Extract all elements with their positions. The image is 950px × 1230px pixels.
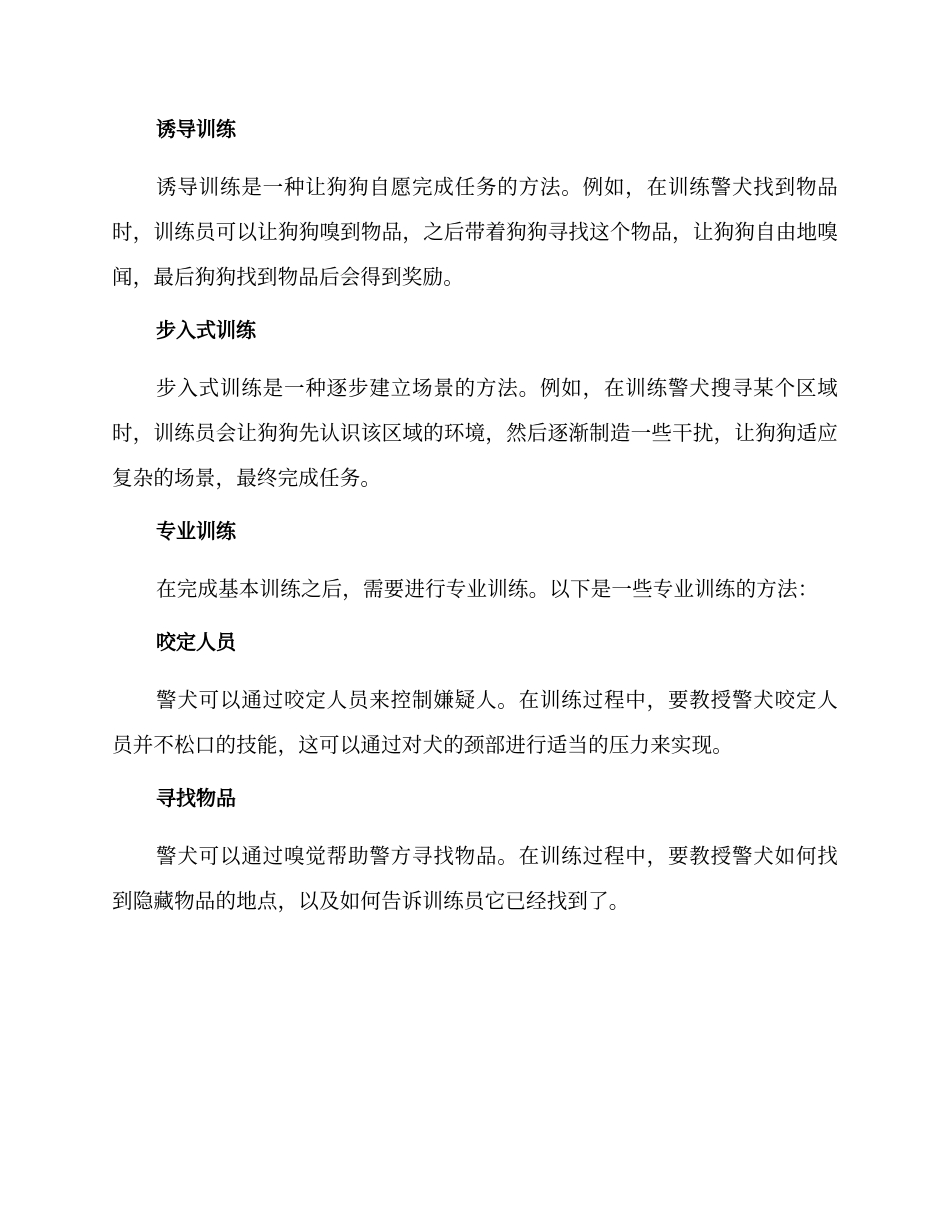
section-heading: 诱导训练: [156, 117, 236, 141]
section-professional-training: [112, 515, 838, 612]
section-paragraph: 警犬可以通过嗅觉帮助警方寻找物品。在训练过程中，要教授警犬如何找到隐藏物品的地点，以及如何告诉训练员它已经找到了。: [112, 844, 838, 913]
section-heading: 咬定人员: [156, 630, 236, 654]
section-item-search: [112, 782, 838, 924]
section-heading: 步入式训练: [156, 318, 256, 342]
section-heading: 专业训练: [156, 519, 236, 543]
section-paragraph: 警犬可以通过咬定人员来控制嫌疑人。在训练过程中，要教授警犬咬定人员并不松口的技能，这可以通过对犬的颈部进行适当的压力来实现。: [112, 688, 838, 757]
section-paragraph: 步入式训练是一种逐步建立场景的方法。例如，在训练警犬搜寻某个区域时，训练员会让狗狗先认识该区域的环境，然后逐渐制造一些干扰，让狗狗适应复杂的场景，最终完成任务。: [112, 376, 838, 490]
section-paragraph: 诱导训练是一种让狗狗自愿完成任务的方法。例如，在训练警犬找到物品时，训练员可以让狗狗嗅到物品，之后带着狗狗寻找这个物品，让狗狗自由地嗅闻，最后狗狗找到物品后会得到奖励。: [112, 175, 838, 289]
section-induction-training: [112, 113, 838, 300]
section-step-in-training: [112, 314, 838, 501]
section-heading: 寻找物品: [156, 786, 236, 810]
section-paragraph: 在完成基本训练之后，需要进行专业训练。以下是一些专业训练的方法：: [156, 577, 819, 601]
section-bite-hold: [112, 626, 838, 768]
